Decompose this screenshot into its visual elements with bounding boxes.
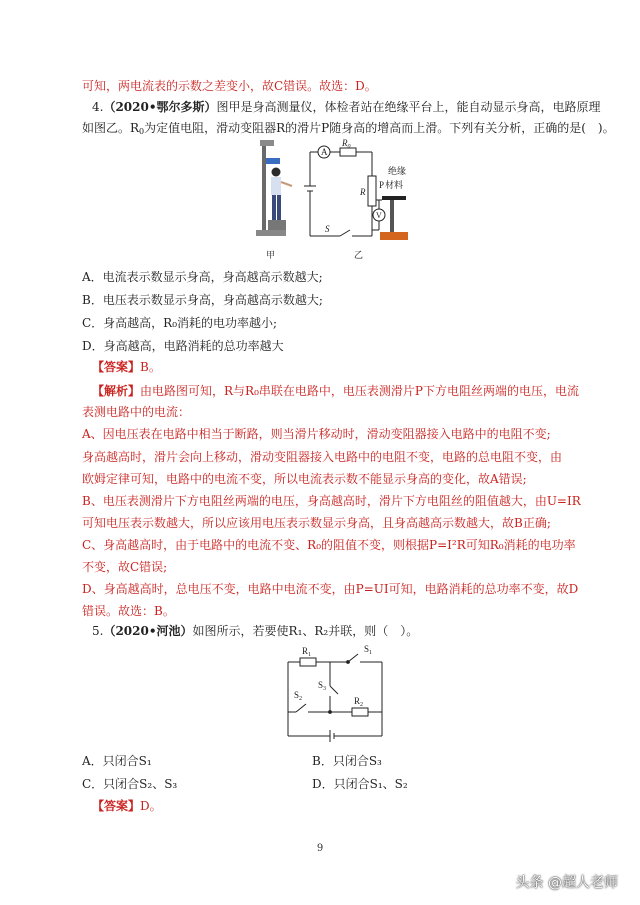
q4-answer-tag: 【答案】 (92, 360, 141, 374)
q4-analysis-text1: 由电路图可知，R与R₀串联在电路中，电压表测滑片P下方电阻丝两端的电压，电流 (140, 384, 579, 398)
q4-source: （2020•鄂尔多斯） (103, 100, 217, 114)
q4-option-c: C．身高越高，R₀消耗的电功率越小; (82, 316, 278, 330)
fig-yi-label: 乙 (354, 250, 364, 260)
q5-number: 5. (92, 624, 104, 638)
s3-label: $S_3$ (318, 680, 327, 692)
q5-stem-text: 如图所示，若要使R₁、R₂并联，则（ ）。 (192, 624, 419, 638)
q5-option-b: B．只闭合S₃ (312, 754, 382, 768)
switch-s-label: S (325, 224, 330, 234)
circuit-diagram (304, 146, 385, 236)
q5-option-d: D．只闭合S₁、S₂ (312, 777, 408, 791)
q4-option-a: A．电流表示数显示身高，身高越高示数越大; (82, 270, 323, 284)
q4-analysis-line2: 表测电路中的电流： (82, 405, 191, 419)
q5-answer (92, 799, 162, 814)
q4-answer (92, 360, 161, 375)
q4-analysis-line7: 可知电压表示数越大，所以应该用电压表示数显示身高，且身高越高示数越大，故B正确; (82, 516, 551, 530)
q4-analysis-tag: 【解析】 (92, 384, 141, 398)
q5-source: （2020•河池） (103, 624, 193, 638)
q5-stem (92, 624, 418, 639)
q4-stem-line1 (92, 100, 601, 115)
insulate-label-2: 材料 (385, 180, 404, 190)
q4-figure (248, 138, 420, 262)
r0-label: $R_0$ (342, 138, 351, 150)
q4-analysis-line11: 错误。故选：B。 (82, 604, 175, 618)
previous-answer-tail: 可知，两电流表的示数之差变小，故C错误。故选：D。 (82, 79, 377, 93)
watermark: 头条 @超人老师 (515, 875, 618, 891)
q4-stem-line2 (82, 121, 615, 139)
r1-label: $R_1$ (302, 646, 312, 658)
ammeter-label: A (321, 147, 328, 157)
q4-number: 4. (92, 100, 104, 114)
q4-option-b: B．电压表示数显示身高，身高越高示数越大; (82, 293, 323, 307)
q5-answer-value: D。 (140, 799, 162, 813)
q4-analysis-line10: D、身高越高时，总电压不变，电路中电流不变，由P=UI可知，电路消耗的总功率不变，故D (82, 582, 579, 596)
q5-option-a: A．只闭合S₁ (82, 754, 152, 768)
q4-stem-text2b: 为定值电阻，滑动变阻器R的滑片P随身高的增高而上滑。下列有关分析，正确的是( )。 (144, 121, 615, 135)
q5-circuit-figure (272, 640, 402, 746)
q4-analysis-line4: 身高越高时，滑片会向上移动，滑动变阻器接入电路中的电阻不变，电路的总电阻不变，由 (82, 450, 563, 464)
q5-option-c: C．只闭合S₂、S₃ (82, 777, 178, 791)
q4-analysis-line3: A、因电压表在电路中相当于断路，则当滑片移动时，滑动变阻器接入电路中的电阻不变; (82, 427, 551, 441)
q4-analysis-line5: 欧姆定律可知，电路中的电流不变，所以电流表示数不能显示身高的变化，故A错误; (82, 472, 527, 486)
s1-label: $S_1$ (364, 644, 373, 656)
slider-p-label: P (379, 180, 385, 190)
q4-stem-sub: 0 (139, 127, 145, 136)
insulate-label-1: 绝缘 (388, 166, 407, 176)
voltmeter-label: V (376, 211, 382, 220)
fig-jia-label: 甲 (266, 250, 276, 260)
r-label: R (360, 187, 366, 197)
s2-label: $S_2$ (294, 690, 303, 702)
q4-stem-text1: 图甲是身高测量仪，体检者站在绝缘平台上，能自动显示身高，电路原理 (216, 100, 601, 114)
q4-analysis-line6: B、电压表测滑片下方电阻丝两端的电压，身高越高时，滑片下方电阻丝的阻值越大，由U=IR (82, 494, 581, 508)
q4-analysis-line8: C、身高越高时，由于电路中的电流不变、R₀的阻值不变，则根据P=I²R可知R₀消耗的电功率 (82, 538, 576, 552)
r2-label: $R_2$ (354, 696, 364, 708)
q4-option-d: D．身高越高，电路消耗的总功率越大 (82, 339, 284, 353)
q4-analysis-line9: 不变，故C错误; (82, 560, 168, 574)
height-meter-photo (256, 140, 292, 236)
q4-answer-value: B。 (140, 360, 161, 374)
q4-analysis-line1 (92, 384, 579, 399)
page-number: 9 (316, 843, 324, 854)
q5-answer-tag: 【答案】 (92, 799, 141, 813)
q4-stem-text2a: 如图乙。R (82, 121, 140, 135)
